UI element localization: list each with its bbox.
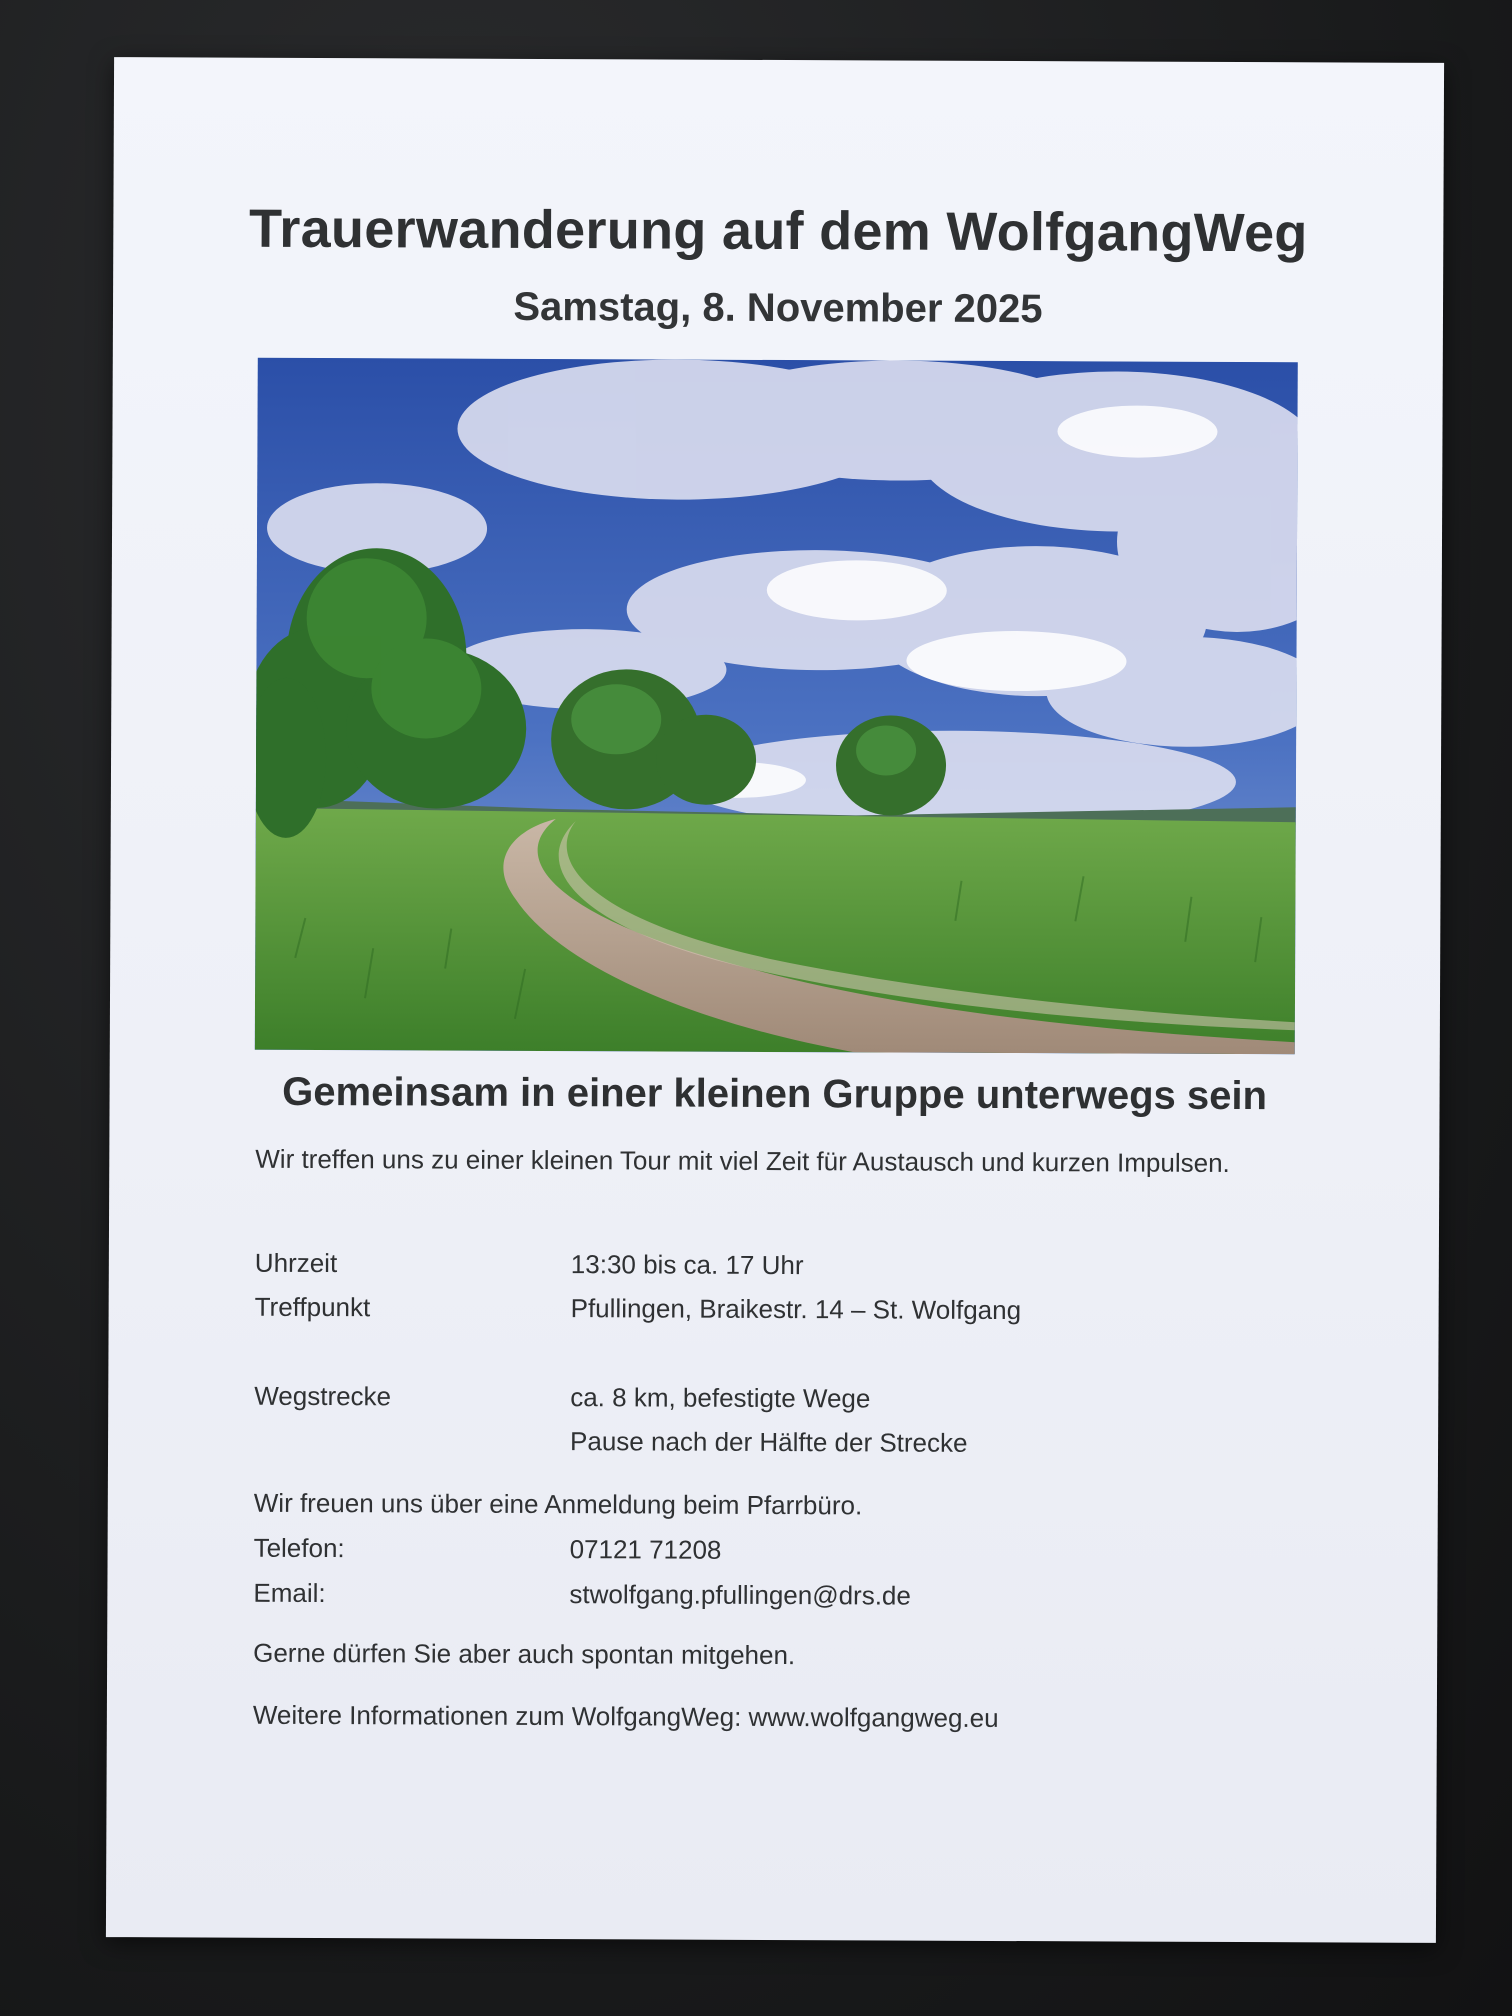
meeting-value: Pfullingen, Braikestr. 14 – St. Wolfgang (570, 1293, 1022, 1326)
spontaneous-text: Gerne dürfen Sie aber auch spontan mitgehen. (253, 1637, 796, 1671)
phone-value: 07121 71208 (569, 1534, 722, 1565)
email-value: stwolfgang.pfullingen@drs.de (569, 1579, 911, 1611)
subheading: Gemeinsam in einer kleinen Gruppe unterwegs sein (282, 1069, 1268, 1119)
time-value: 13:30 bis ca. 17 Uhr (570, 1249, 804, 1281)
intro-text: Wir treffen uns zu einer kleinen Tour mit viel Zeit für Austausch und kurzen Impulsen. (255, 1143, 1230, 1178)
flyer-sheet (106, 57, 1444, 1943)
registration-text: Wir freuen uns über eine Anmeldung beim Pfarrbüro. (253, 1487, 863, 1521)
landscape-photo-illustration (255, 358, 1298, 1055)
event-date: Samstag, 8. November 2025 (513, 284, 1043, 332)
meeting-label: Treffpunkt (254, 1291, 371, 1323)
email-label: Email: (253, 1577, 326, 1609)
route-value-2: Pause nach der Hälfte der Strecke (570, 1426, 968, 1458)
more-info-text: Weitere Informationen zum WolfgangWeg: www.wolfgangweg.eu (252, 1699, 999, 1733)
route-value-1: ca. 8 km, befestigte Wege (570, 1382, 871, 1414)
phone-label: Telefon: (253, 1532, 345, 1564)
flyer-title: Trauerwanderung auf dem WolfgangWeg (248, 198, 1308, 264)
landscape-photo (255, 358, 1298, 1055)
time-label: Uhrzeit (254, 1247, 338, 1279)
route-label: Wegstrecke (254, 1380, 392, 1412)
